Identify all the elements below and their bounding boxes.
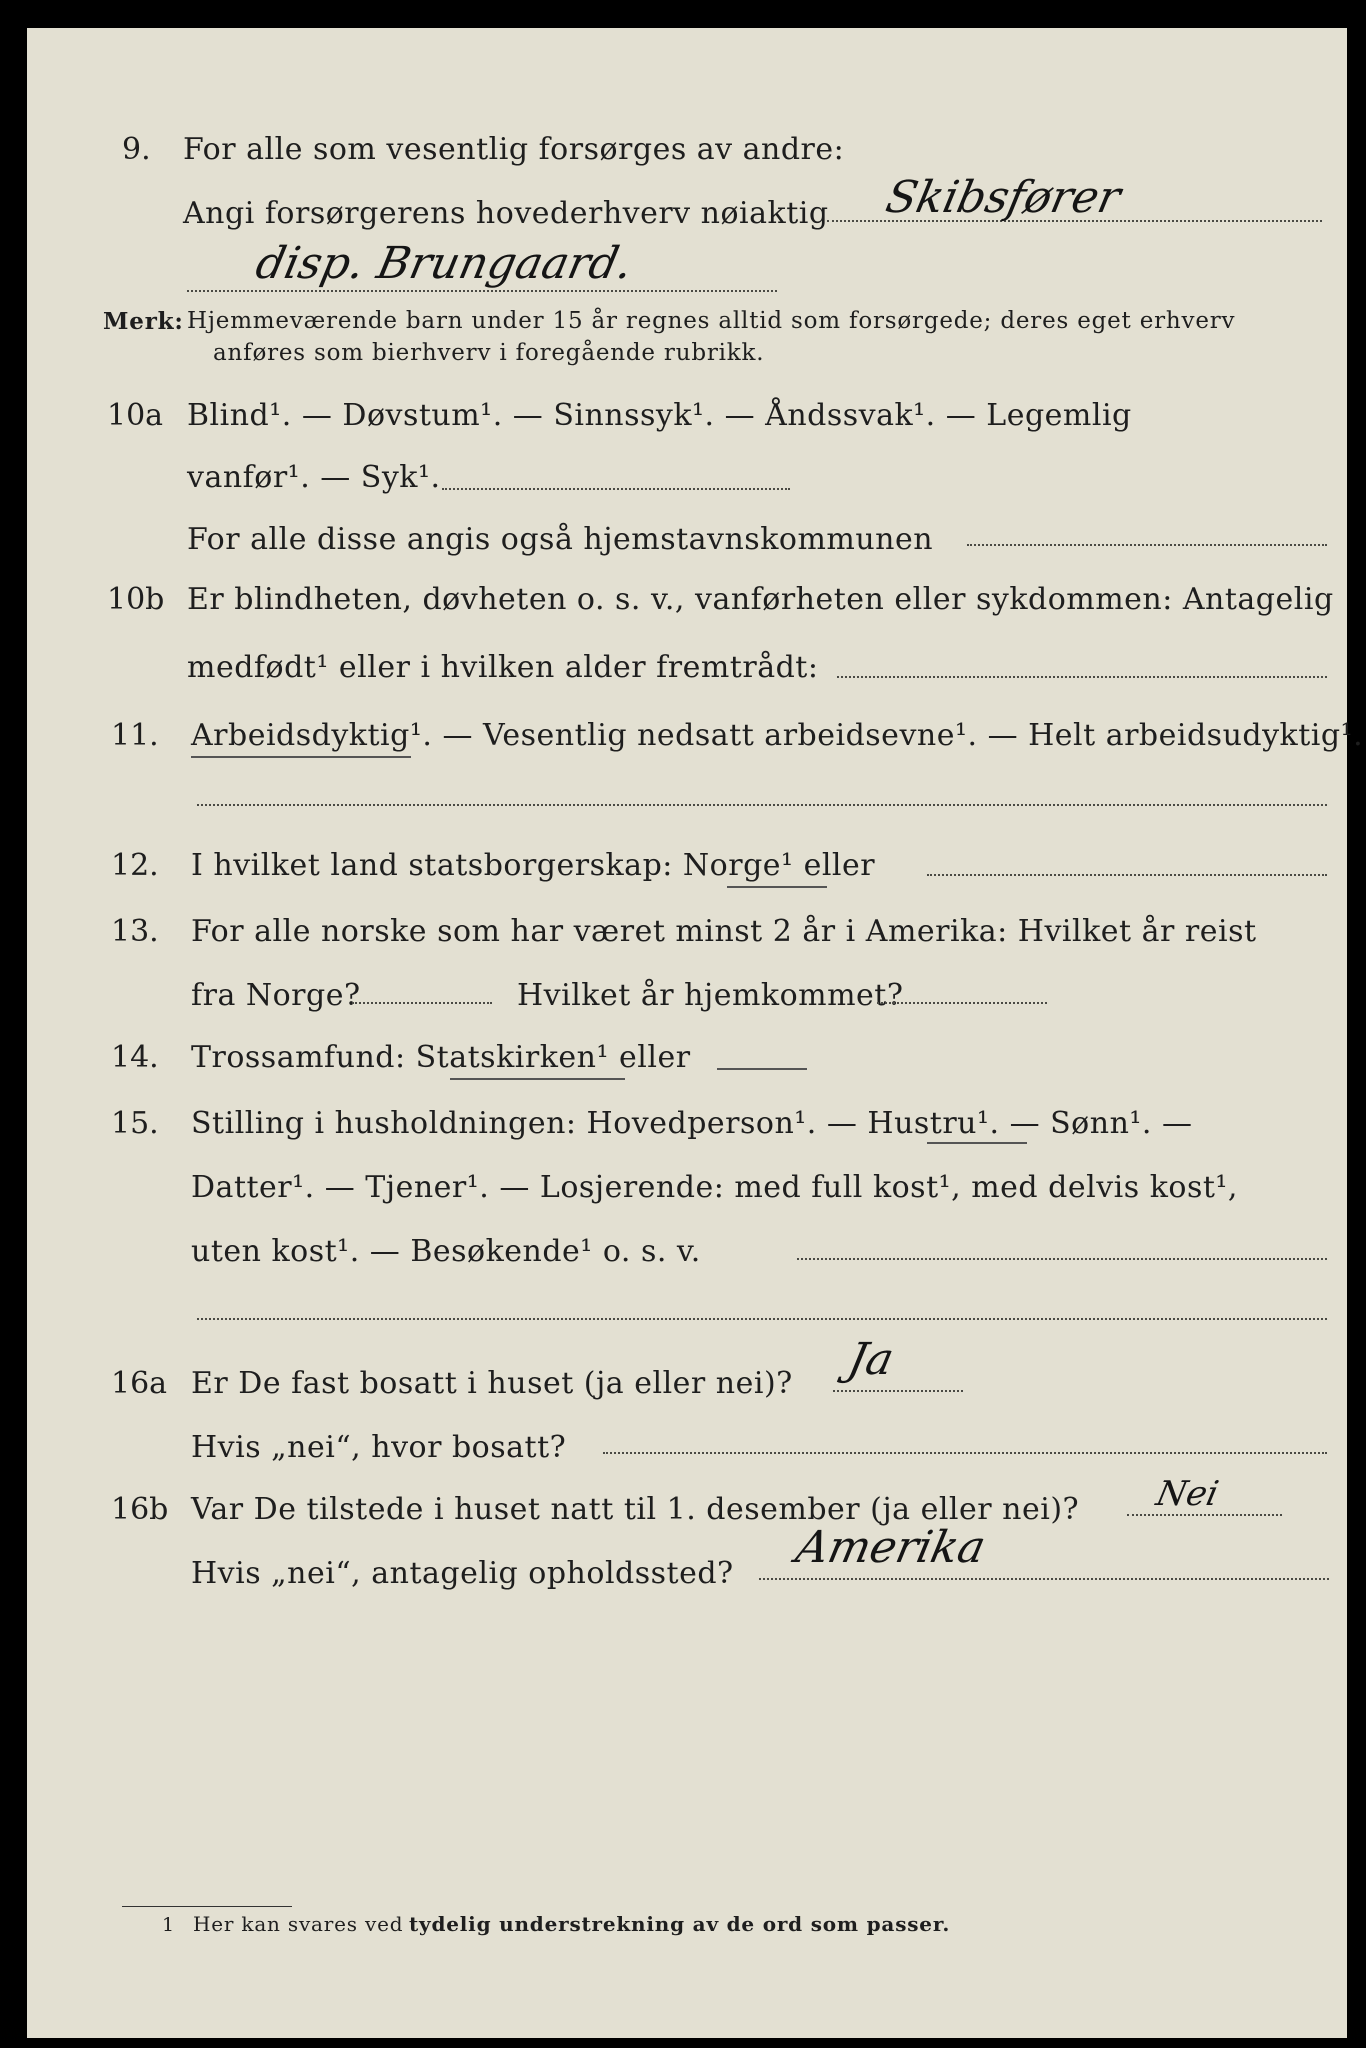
q16a-line1: Er De fast bosatt i huset (ja eller nei)? <box>191 1366 793 1401</box>
q13-line1: For alle norske som har været minst 2 år i Amerika: Hvilket år reist <box>191 914 1257 949</box>
q12-handwritten-underline <box>727 886 827 888</box>
q12-number: 12. <box>111 848 159 883</box>
q9-line1: For alle som vesentlig forsørges av andre: <box>183 132 845 167</box>
q16b-number: 16b <box>111 1492 169 1527</box>
q10a-answer-line <box>442 488 790 490</box>
q13-return-line <box>877 1002 1047 1004</box>
q9-number: 9. <box>122 132 151 167</box>
q14-handwritten-underline <box>450 1078 625 1080</box>
footnote-text-b: tydelig understrekning av de ord som passer. <box>409 1912 951 1936</box>
q15-handwritten-underline <box>927 1142 1027 1144</box>
q11-line1: Arbeidsdyktig¹. — Vesentlig nedsatt arbeidsevne¹. — Helt arbeidsudyktig¹. <box>191 718 1364 753</box>
merk-line1: Hjemmeværende barn under 15 år regnes alltid som forsørgede; deres eget erhverv <box>187 308 1236 334</box>
q14-line1: Trossamfund: Statskirken¹ eller <box>191 1040 691 1075</box>
q10a-line2: vanfør¹. — Syk¹. <box>187 460 441 495</box>
q16a-handwritten-answer: Ja <box>843 1334 899 1385</box>
q10b-line1: Er blindheten, døvheten o. s. v., vanførheten eller sykdommen: Antagelig <box>187 582 1334 617</box>
q10b-number: 10b <box>107 582 165 617</box>
q10a-line1: Blind¹. — Døvstum¹. — Sinnssyk¹. — Åndssvak¹. — Legemlig <box>187 398 1132 433</box>
q15-line3: uten kost¹. — Besøkende¹ o. s. v. <box>191 1234 701 1269</box>
merk-line2: anføres som bierhverv i foregående rubrikk. <box>213 340 765 366</box>
q13-line2a: fra Norge? <box>191 978 361 1013</box>
q16a-answer-line <box>833 1390 963 1392</box>
q16b-handwritten-answer2: Amerika <box>791 1522 990 1573</box>
q10b-answer-line <box>837 676 1327 678</box>
q13-number: 13. <box>111 914 159 949</box>
footnote-mark: 1 <box>162 1914 175 1936</box>
q16a-line2: Hvis „nei“, hvor bosatt? <box>191 1430 567 1465</box>
q9-answer-line2 <box>187 290 777 292</box>
q16a-number: 16a <box>111 1366 168 1401</box>
q10a-line3: For alle disse angis også hjemstavnskommunen <box>187 522 934 557</box>
q12-answer-line <box>927 874 1327 876</box>
footnote-text-a: Her kan svares ved <box>193 1912 404 1936</box>
q11-answer-line <box>197 804 1327 806</box>
q14-number: 14. <box>111 1040 159 1075</box>
q13-departure-line <box>352 1002 492 1004</box>
q15-line2: Datter¹. — Tjener¹. — Losjerende: med full kost¹, med delvis kost¹, <box>191 1170 1238 1205</box>
q12-line1: I hvilket land statsborgerskap: Norge¹ eller <box>191 848 876 883</box>
q15-extra-line <box>197 1318 1327 1320</box>
footnote-rule <box>122 1906 292 1907</box>
q11-handwritten-underline <box>191 756 411 758</box>
q15-line1: Stilling i husholdningen: Hovedperson¹. — Hustru¹. — Sønn¹. — <box>191 1106 1193 1141</box>
q9-handwritten-answer2: disp. Brungaard. <box>251 238 638 289</box>
q15-number: 15. <box>111 1106 159 1141</box>
q16b-answer-line <box>1127 1514 1282 1516</box>
q13-line2b: Hvilket år hjemkommet? <box>517 978 904 1013</box>
q9-handwritten-answer1: Skibsfører <box>881 172 1125 223</box>
q10b-line2: medfødt¹ eller i hvilken alder fremtrådt: <box>187 650 819 685</box>
census-form-page <box>27 28 1364 2038</box>
q10a-number: 10a <box>107 398 164 433</box>
q10a-hometown-line <box>967 544 1327 546</box>
q15-answer-line <box>797 1258 1327 1260</box>
q16a-residence-line <box>603 1452 1327 1454</box>
q11-number: 11. <box>111 718 159 753</box>
q16b-handwritten-answer1: Nei <box>1152 1474 1223 1514</box>
merk-label: Merk: <box>103 308 184 335</box>
q16b-line1: Var De tilstede i huset natt til 1. desember (ja eller nei)? <box>191 1492 1080 1527</box>
q9-line2: Angi forsørgerens hovederhverv nøiaktig <box>183 196 829 231</box>
q16b-line2: Hvis „nei“, antagelig opholdssted? <box>191 1556 734 1591</box>
q16b-location-line <box>759 1578 1329 1580</box>
q14-answer-line <box>717 1068 807 1070</box>
